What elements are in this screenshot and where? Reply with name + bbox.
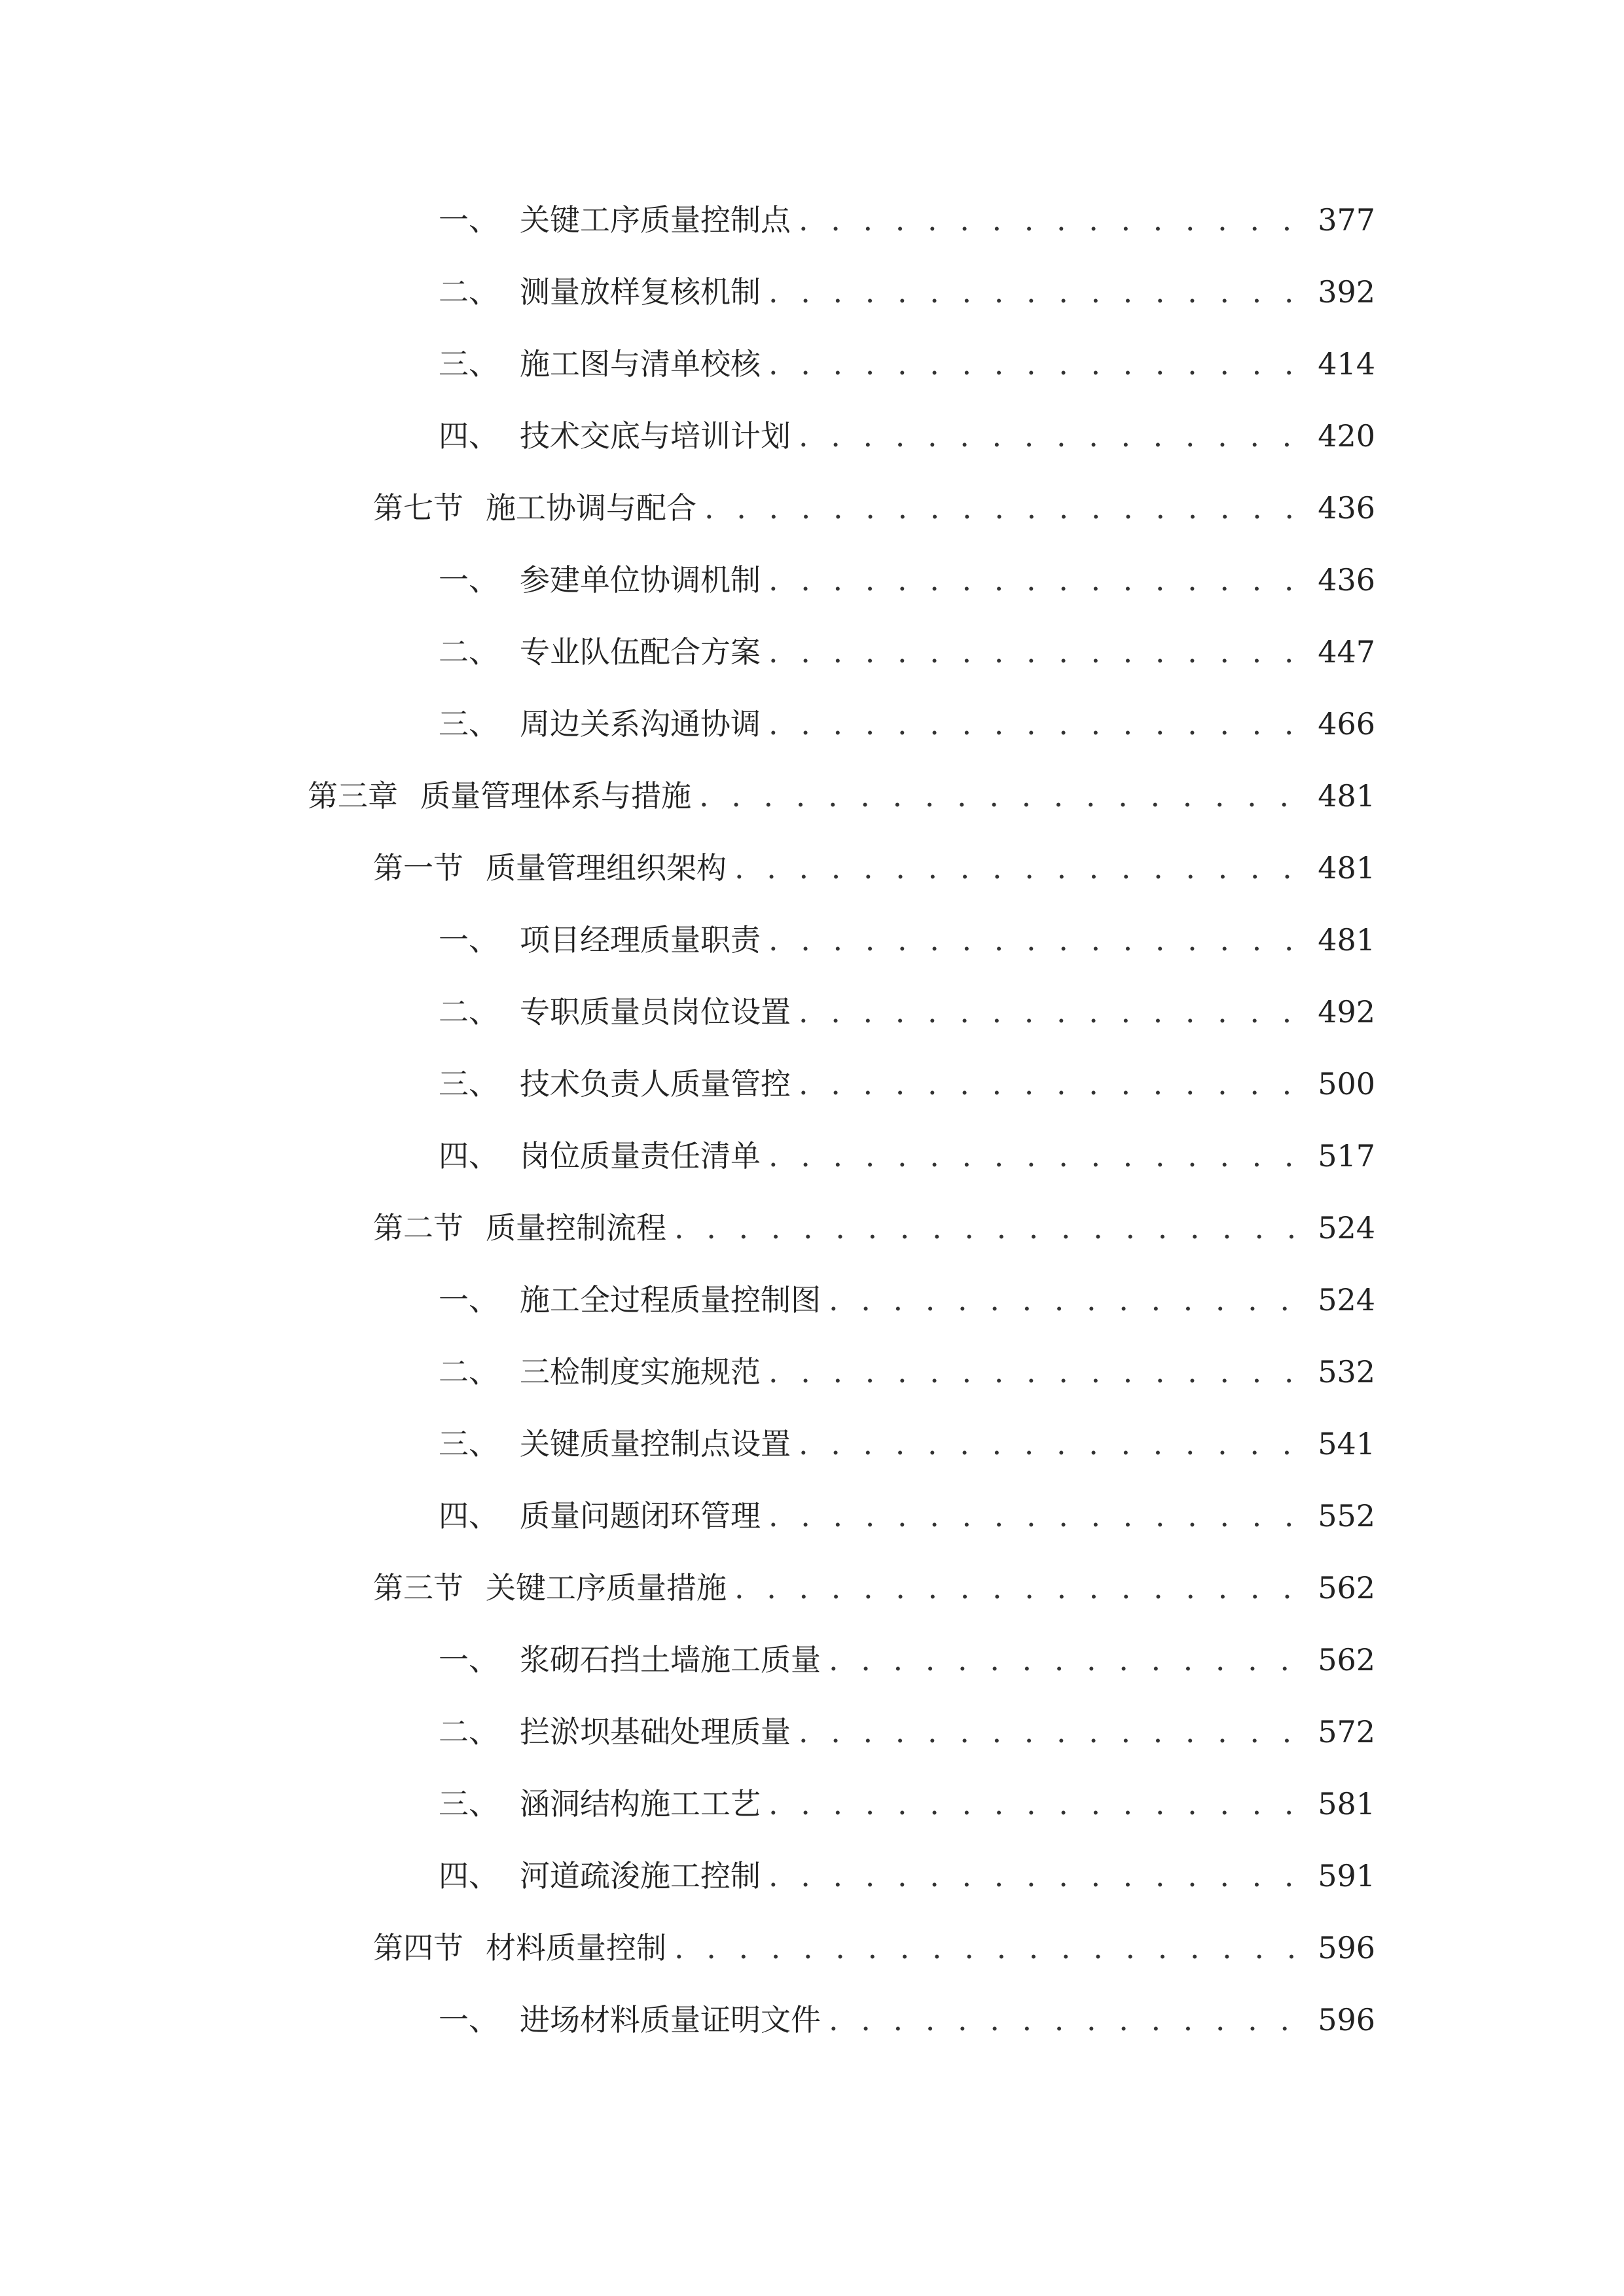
entry-title: 专业队伍配合方案 [520,634,761,670]
entry-page-number: 562 [1318,1642,1375,1677]
entry-number: 一、 [439,1282,499,1318]
dot-leader [799,410,1308,462]
entry-page-number: 481 [1318,850,1375,886]
entry-page-number: 414 [1318,346,1375,382]
entry-page-number: 524 [1318,1210,1375,1246]
entry-page-number: 524 [1318,1282,1375,1318]
entry-page-number: 562 [1318,1570,1375,1605]
entry-page-number: 492 [1318,994,1375,1030]
entry-page-number: 466 [1318,706,1375,742]
entry-page-number: 436 [1318,490,1375,526]
entry-number: 四、 [439,1498,499,1534]
entry-title: 关键质量控制点设置 [520,1426,791,1462]
entry-number: 一、 [439,922,499,958]
entry-number: 二、 [439,274,499,310]
entry-title: 进场材料质量证明文件 [520,2002,821,2037]
entry-number: 一、 [439,1642,499,1677]
entry-title: 项目经理质量职责 [520,922,761,958]
dot-leader [799,1058,1308,1110]
entry-title: 专职质量员岗位设置 [520,994,791,1030]
toc-entry[interactable] [439,1850,1375,1902]
entry-page-number: 552 [1318,1498,1375,1534]
entry-number: 一、 [439,2002,499,2037]
dot-leader [799,194,1308,246]
toc-entry[interactable] [373,842,1375,894]
entry-title: 关键工序质量控制点 [520,202,791,238]
entry-number: 三、 [439,1786,499,1821]
entry-number: 第一节 [373,850,463,886]
toc-entry[interactable] [439,1778,1375,1830]
entry-title: 技术交底与培训计划 [520,418,791,454]
entry-title: 质量管理体系与措施 [420,778,691,814]
entry-title: 河道疏浚施工控制 [520,1858,761,1893]
entry-page-number: 591 [1318,1858,1375,1893]
dot-leader [704,482,1308,534]
toc-entry[interactable] [439,986,1375,1038]
entry-number: 一、 [439,562,499,598]
entry-number: 四、 [439,1138,499,1174]
entry-number: 三、 [439,1426,499,1462]
entry-page-number: 596 [1318,2002,1375,2037]
entry-title: 拦淤坝基础处理质量 [520,1714,791,1749]
entry-page-number: 420 [1318,418,1375,454]
dot-leader [768,554,1308,606]
dot-leader [768,1130,1308,1182]
entry-page-number: 436 [1318,562,1375,598]
entry-title: 技术负责人质量管控 [520,1066,791,1102]
dot-leader [734,1562,1308,1614]
entry-page-number: 596 [1318,1930,1375,1965]
entry-page-number: 392 [1318,274,1375,310]
toc-entry[interactable] [439,626,1375,678]
entry-title: 质量控制流程 [486,1210,666,1246]
dot-leader [768,1850,1308,1902]
entry-number: 四、 [439,1858,499,1893]
toc-entry[interactable] [308,770,1375,822]
entry-number: 第三章 [308,778,398,814]
dot-leader [699,770,1308,822]
toc-entry[interactable] [439,554,1375,606]
toc-entry[interactable] [439,1130,1375,1182]
entry-number: 一、 [439,202,499,238]
toc-entry[interactable] [373,1922,1375,1974]
entry-number: 二、 [439,994,499,1030]
dot-leader [768,914,1308,966]
entry-page-number: 481 [1318,922,1375,958]
toc-entry[interactable] [439,266,1375,318]
dot-leader [768,338,1308,390]
dot-leader [799,1706,1308,1758]
dot-leader [799,986,1308,1038]
toc-entry[interactable] [439,1706,1375,1758]
dot-leader [734,842,1308,894]
entry-number: 三、 [439,346,499,382]
toc-entry[interactable] [439,698,1375,750]
entry-number: 二、 [439,1714,499,1749]
dot-leader [674,1922,1308,1974]
dot-leader [768,626,1308,678]
entry-title: 岗位质量责任清单 [520,1138,761,1174]
entry-title: 涵洞结构施工工艺 [520,1786,761,1821]
toc-entry[interactable] [439,1994,1375,2046]
entry-title: 材料质量控制 [486,1930,666,1965]
entry-number: 第二节 [373,1210,463,1246]
dot-leader [768,698,1308,750]
entry-number: 第四节 [373,1930,463,1965]
dot-leader [829,1274,1308,1326]
dot-leader [829,1994,1308,2046]
entry-page-number: 517 [1318,1138,1375,1174]
toc-entry[interactable] [439,1346,1375,1398]
toc-entry[interactable] [439,1058,1375,1110]
dot-leader [768,1346,1308,1398]
entry-title: 周边关系沟通协调 [520,706,761,742]
entry-number: 二、 [439,634,499,670]
entry-title: 质量管理组织架构 [486,850,727,886]
entry-page-number: 500 [1318,1066,1375,1102]
entry-page-number: 532 [1318,1354,1375,1390]
entry-page-number: 541 [1318,1426,1375,1462]
entry-number: 四、 [439,418,499,454]
entry-title: 参建单位协调机制 [520,562,761,598]
dot-leader [674,1202,1308,1254]
entry-number: 三、 [439,706,499,742]
entry-number: 二、 [439,1354,499,1390]
toc-entry[interactable] [439,914,1375,966]
toc-entry[interactable] [373,482,1375,534]
toc-entry[interactable] [439,1418,1375,1470]
toc-entry[interactable] [439,1490,1375,1542]
dot-leader [768,1778,1308,1830]
toc-entry[interactable] [373,1562,1375,1614]
entry-page-number: 481 [1318,778,1375,814]
entry-title: 质量问题闭环管理 [520,1498,761,1534]
toc-entry[interactable] [439,338,1375,390]
entry-page-number: 447 [1318,634,1375,670]
dot-leader [799,1418,1308,1470]
entry-title: 三检制度实施规范 [520,1354,761,1390]
toc-entry[interactable] [439,194,1375,246]
dot-leader [829,1634,1308,1686]
entry-title: 测量放样复核机制 [520,274,761,310]
dot-leader [768,266,1308,318]
entry-number: 第三节 [373,1570,463,1605]
entry-title: 施工协调与配合 [486,490,696,526]
entry-number: 第七节 [373,490,463,526]
entry-title: 浆砌石挡土墙施工质量 [520,1642,821,1677]
dot-leader [768,1490,1308,1542]
entry-page-number: 572 [1318,1714,1375,1749]
entry-number: 三、 [439,1066,499,1102]
entry-page-number: 581 [1318,1786,1375,1821]
toc-entry[interactable] [439,1634,1375,1686]
toc-entry[interactable] [439,1274,1375,1326]
entry-title: 施工全过程质量控制图 [520,1282,821,1318]
entry-page-number: 377 [1318,202,1375,238]
entry-title: 施工图与清单校核 [520,346,761,382]
toc-entry[interactable] [439,410,1375,462]
entry-title: 关键工序质量措施 [486,1570,727,1605]
toc-entry[interactable] [373,1202,1375,1254]
